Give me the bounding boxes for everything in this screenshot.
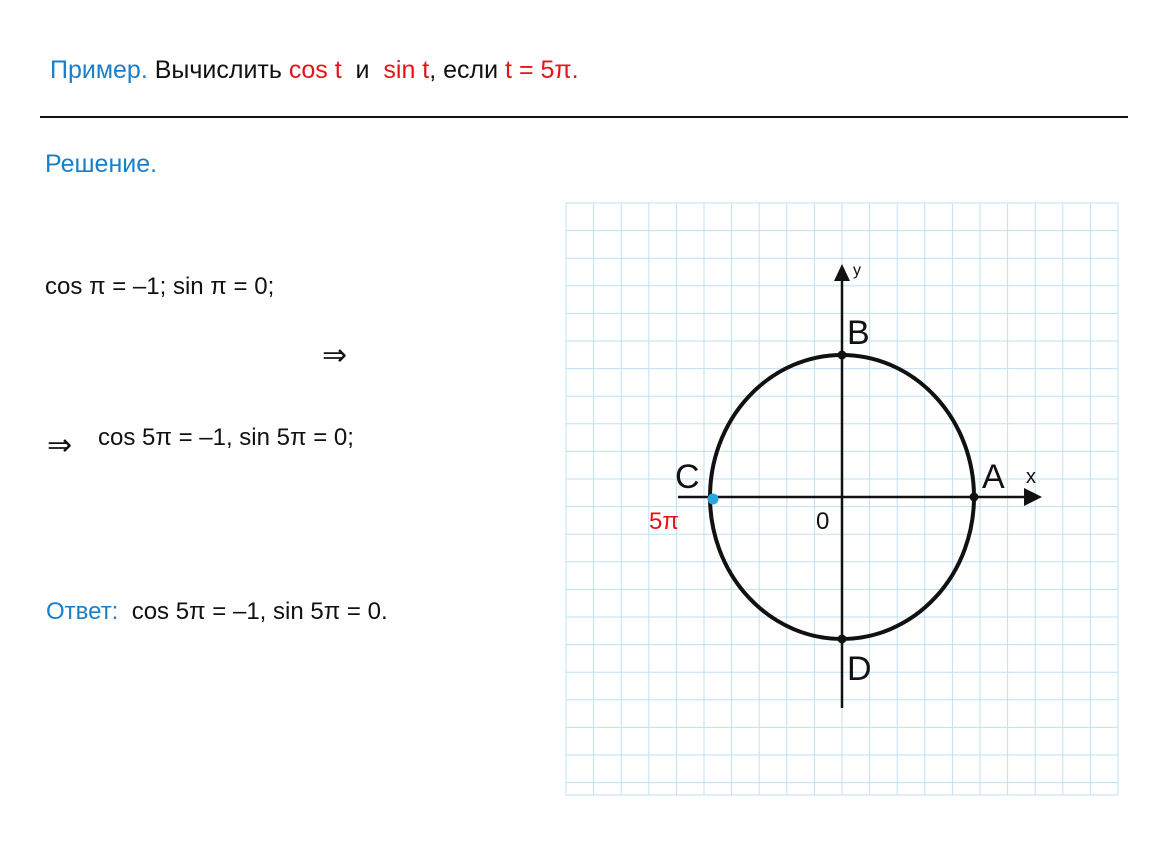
title-text-if: , если: [429, 56, 506, 84]
title-condition: t = 5π.: [505, 56, 579, 84]
point-a-marker: [970, 493, 979, 502]
point-c-marker: [708, 494, 719, 505]
implies-arrow-1: ⇒: [322, 339, 348, 372]
step-line-1: cos π = –1; sin π = 0;: [45, 273, 275, 300]
title-text-compute: Вычислить: [147, 56, 289, 84]
solution-heading: Решение.: [45, 150, 158, 178]
implies-arrow-2: ⇒: [47, 429, 73, 462]
example-prefix: Пример.: [50, 56, 148, 84]
title-and: и: [341, 56, 384, 84]
origin-label: 0: [816, 508, 830, 535]
point-c-label: C: [675, 458, 700, 496]
answer-label: Ответ:: [46, 598, 119, 625]
x-axis-label: x: [1026, 466, 1036, 488]
y-axis-label: y: [853, 262, 861, 279]
point-a-label: A: [982, 458, 1005, 496]
title-sin-t: sin t: [383, 56, 430, 84]
point-b-marker: [838, 351, 847, 360]
step-line-2: cos 5π = –1, sin 5π = 0;: [98, 424, 354, 451]
point-d-marker: [838, 635, 847, 644]
title-cos-t: cos t: [288, 56, 342, 84]
answer-text: cos 5π = –1, sin 5π = 0.: [118, 598, 388, 625]
point-d-label: D: [847, 650, 872, 688]
point-b-label: B: [847, 314, 870, 352]
angle-5pi-label: 5π: [649, 508, 679, 535]
